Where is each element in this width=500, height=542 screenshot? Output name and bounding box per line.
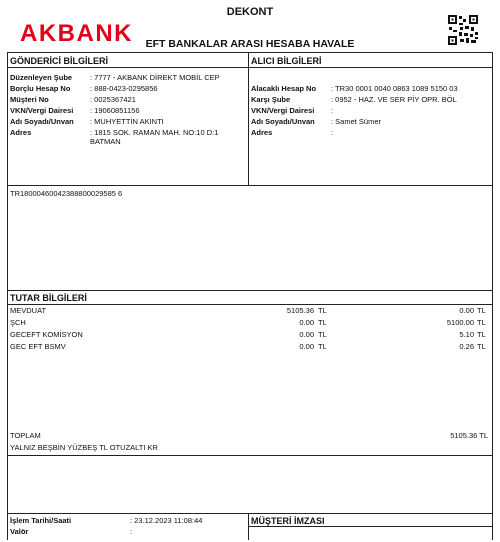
- receiver-value: : Samet Sümer: [331, 117, 382, 126]
- receiver-label: Karşı Şube: [251, 95, 291, 104]
- sender-value: : 0025367421: [90, 95, 136, 104]
- receiver-value: :: [331, 106, 334, 115]
- amount-value-2: 0.26: [459, 342, 474, 351]
- amount-currency-2: TL: [477, 342, 486, 351]
- qr-code-icon: [447, 14, 479, 46]
- amount-currency: TL: [318, 306, 327, 315]
- receiver-label: Adres: [251, 128, 273, 137]
- amount-value: 0.00: [299, 318, 314, 327]
- reference-number: TR18000460042388800029585 6: [10, 189, 123, 198]
- amount-name: GEC EFT BSMV: [10, 342, 66, 351]
- sender-label: Adres: [10, 128, 32, 137]
- sender-label: Borçlu Hesap No: [10, 84, 71, 93]
- transaction-date-label: İşlem Tarihi/Saati: [10, 516, 72, 525]
- amount-currency: TL: [318, 342, 327, 351]
- amount-currency-2: TL: [477, 306, 486, 315]
- document-title: DEKONT: [226, 6, 274, 18]
- receiver-label: Alacaklı Hesap No: [251, 84, 317, 93]
- sender-label: Müşteri No: [10, 95, 49, 104]
- transaction-date-value: : 23.12.2023 11:08:44: [130, 516, 203, 525]
- amount-value: 0.00: [299, 342, 314, 351]
- sender-label: VKN/Vergi Dairesi: [10, 106, 74, 115]
- sender-address-line2: BATMAN: [90, 137, 121, 146]
- total-value: 5105.36 TL: [450, 431, 488, 440]
- sender-value: : 888-0423-0295856: [90, 84, 158, 93]
- amount-value: 0.00: [299, 330, 314, 339]
- total-in-words: YALNIZ BEŞBİN YÜZBEŞ TL OTUZALTI KR: [10, 443, 158, 452]
- amount-currency: TL: [318, 330, 327, 339]
- sender-label: Adı Soyadı/Unvan: [10, 117, 74, 126]
- valor-value: :: [130, 527, 133, 536]
- sender-section-title: GÖNDERİCİ BİLGİLERİ: [10, 56, 109, 66]
- amount-value-2: 5100.00: [446, 318, 474, 327]
- receiver-value: : 0952 - HAZ. VE SER PİY OPR. BÖL: [331, 95, 457, 104]
- receiver-section-title: ALICI BİLGİLERİ: [251, 56, 322, 66]
- sender-value: : 7777 - AKBANK DİREKT MOBİL CEP: [90, 73, 220, 82]
- sender-value: : 19060851156: [90, 106, 140, 115]
- amount-currency-2: TL: [477, 318, 486, 327]
- amount-currency-2: TL: [477, 330, 486, 339]
- total-label: TOPLAM: [10, 431, 41, 440]
- amount-value-2: 5.10: [459, 330, 474, 339]
- sender-label: Düzenleyen Şube: [10, 73, 73, 82]
- amount-name: ŞCH: [10, 318, 26, 327]
- amounts-section-title: TUTAR BİLGİLERİ: [10, 293, 87, 303]
- receiver-label: Adı Soyadı/Unvan: [251, 117, 315, 126]
- sender-value: : MUHYETTİN AKINTI: [90, 117, 164, 126]
- sender-value: : 1815 SOK. RAMAN MAH. NO:10 D:1: [90, 128, 219, 137]
- amount-value-2: 0.00: [459, 306, 474, 315]
- amount-currency: TL: [318, 318, 327, 327]
- amount-value: 5105.36: [286, 306, 314, 315]
- receiver-label: VKN/Vergi Dairesi: [251, 106, 315, 115]
- amount-name: GECEFT KOMİSYON: [10, 330, 83, 339]
- receiver-value: :: [331, 128, 334, 137]
- valor-label: Valör: [10, 527, 29, 536]
- akbank-logo: AKBANK: [20, 20, 133, 47]
- amount-name: MEVDUAT: [10, 306, 47, 315]
- receiver-value: : TR30 0001 0040 0863 1089 5150 03: [331, 84, 458, 93]
- signature-title: MÜŞTERİ İMZASI: [251, 516, 325, 526]
- document-subtitle: EFT BANKALAR ARASI HESABA HAVALE: [145, 38, 355, 50]
